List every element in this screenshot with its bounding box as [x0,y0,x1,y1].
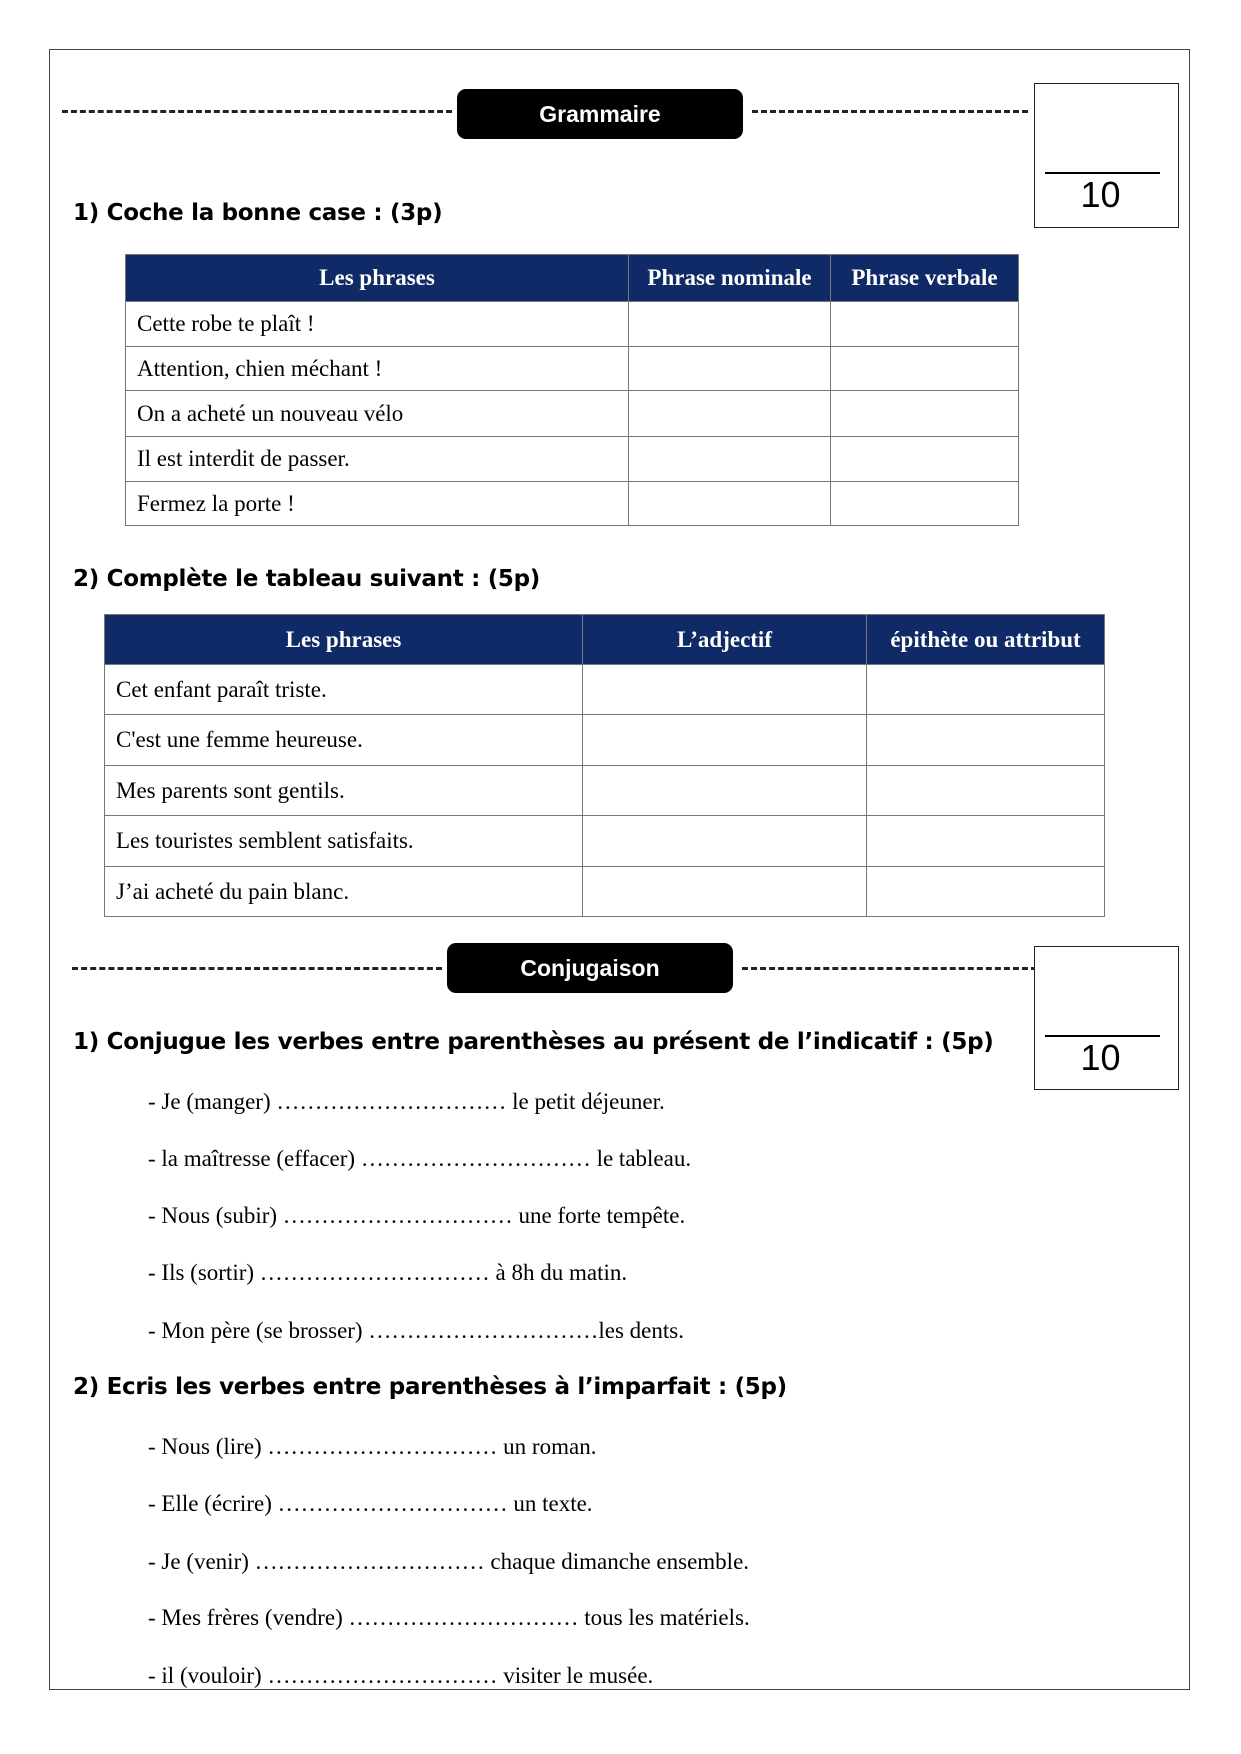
phrase-cell: Cet enfant paraît triste. [105,665,583,715]
phrase-cell: Cette robe te plaît ! [126,302,629,347]
adjectif-input-cell[interactable] [583,766,867,816]
phrase-cell: C'est une femme heureuse. [105,715,583,766]
table-row [105,816,1105,867]
grammaire-score-box [1034,83,1179,228]
exercise-line: - Elle (écrire) ………………………… un texte. [148,1491,593,1516]
checkbox-cell-nominale[interactable] [629,391,831,437]
phrase-cell: Fermez la porte ! [126,482,629,526]
exercise-line: - Je (manger) ………………………… le petit déjeuner. [148,1089,665,1114]
adjectif-input-cell[interactable] [583,816,867,867]
fonction-input-cell[interactable] [867,867,1105,917]
exercise-line: - Nous (subir) ………………………… une forte tempête. [148,1203,686,1228]
column-header: L’adjectif [583,615,867,665]
column-header: Les phrases [105,615,583,665]
column-header: Phrase verbale [831,255,1019,302]
checkbox-cell-nominale[interactable] [629,482,831,526]
phrase-cell: Les touristes semblent satisfaits. [105,816,583,867]
table-row [126,302,1019,347]
checkbox-cell-verbale[interactable] [831,302,1019,347]
phrase-cell: J’ai acheté du pain blanc. [105,867,583,917]
phrase-cell: Mes parents sont gentils. [105,766,583,816]
checkbox-cell-nominale[interactable] [629,347,831,391]
fonction-input-cell[interactable] [867,665,1105,715]
conjugaison-score-box [1034,946,1179,1090]
checkbox-cell-verbale[interactable] [831,347,1019,391]
checkbox-cell-verbale[interactable] [831,437,1019,482]
grammaire-heading: Grammaire [457,89,743,139]
fonction-input-cell[interactable] [867,816,1105,867]
column-header: épithète ou attribut [867,615,1105,665]
grammaire-q1-table [125,254,1019,526]
phrase-cell: Il est interdit de passer. [126,437,629,482]
conjugaison-q1-title: 1) Conjugue les verbes entre parenthèses au présent de l’indicatif : (5p) [73,1029,994,1055]
table-row [126,482,1019,526]
table-row [126,437,1019,482]
exercise-line: - Ils (sortir) ………………………… à 8h du matin. [148,1260,628,1285]
phrase-cell: On a acheté un nouveau vélo [126,391,629,437]
grammaire-q2-title: 2) Complète le tableau suivant : (5p) [73,566,541,592]
exercise-line: - la maîtresse (effacer) ………………………… le tableau. [148,1146,692,1171]
checkbox-cell-verbale[interactable] [831,391,1019,437]
column-header: Phrase nominale [629,255,831,302]
exercise-line: - Mon père (se brosser) …………………………les dents. [148,1318,684,1343]
grammaire-q1-title: 1) Coche la bonne case : (3p) [73,200,443,226]
table-row [105,766,1105,816]
checkbox-cell-nominale[interactable] [629,302,831,347]
exercise-line: - il (vouloir) ………………………… visiter le musée. [148,1663,654,1688]
grammaire-q2-table [104,614,1105,917]
exercise-line: - Nous (lire) ………………………… un roman. [148,1434,597,1459]
exercise-line: - Je (venir) ………………………… chaque dimanche ensemble. [148,1549,750,1574]
phrase-cell: Attention, chien méchant ! [126,347,629,391]
fonction-input-cell[interactable] [867,766,1105,816]
adjectif-input-cell[interactable] [583,715,867,766]
section-divider-left [62,110,452,113]
table-row [105,715,1105,766]
fonction-input-cell[interactable] [867,715,1105,766]
table-row [126,347,1019,391]
exercise-line: - Mes frères (vendre) ………………………… tous les matériels. [148,1605,750,1630]
table-row [126,391,1019,437]
table-row [105,867,1105,917]
table-row [105,665,1105,715]
checkbox-cell-verbale[interactable] [831,482,1019,526]
grammaire-score-total: 10 [1080,174,1121,215]
conjugaison-score-total: 10 [1080,1037,1121,1078]
checkbox-cell-nominale[interactable] [629,437,831,482]
conjugaison-q2-title: 2) Ecris les verbes entre parenthèses à l’imparfait : (5p) [73,1374,787,1400]
section-divider-right [742,967,1037,970]
adjectif-input-cell[interactable] [583,665,867,715]
column-header: Les phrases [126,255,629,302]
adjectif-input-cell[interactable] [583,867,867,917]
section-divider-right [752,110,1028,113]
conjugaison-heading: Conjugaison [447,943,733,993]
section-divider-left [72,967,442,970]
